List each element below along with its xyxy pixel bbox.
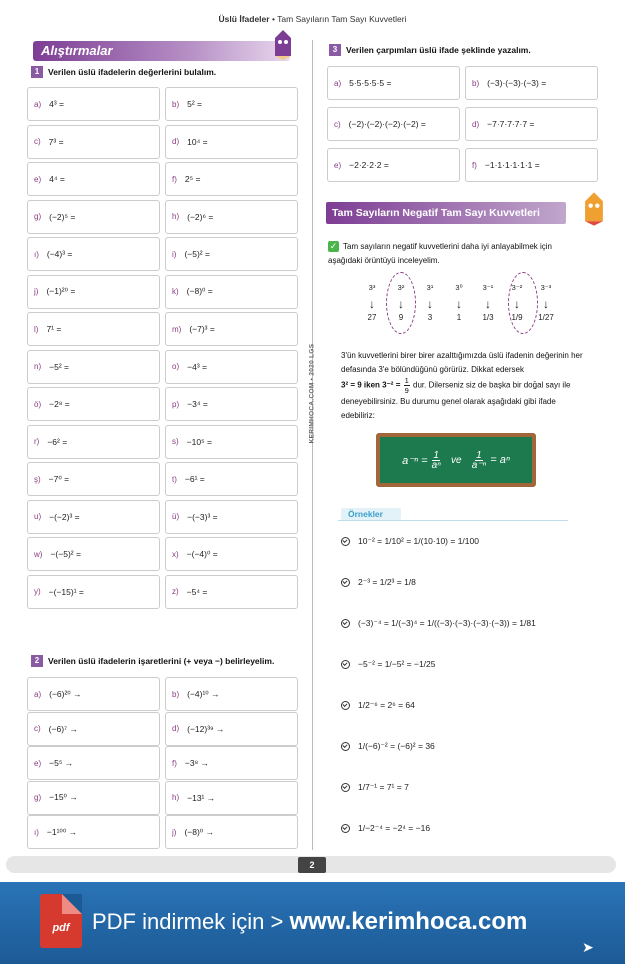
exercise-expression: 10⁴ = bbox=[187, 136, 208, 147]
exercise-cell[interactable] bbox=[27, 815, 160, 849]
exercise-cell[interactable] bbox=[165, 462, 298, 496]
exercise-cell[interactable] bbox=[27, 125, 160, 159]
exercise-expression: −5² = bbox=[49, 361, 69, 372]
section-3-title: 3 Verilen çarpımları üslü ifade şeklinde yazalım. bbox=[329, 44, 531, 56]
exercise-cell[interactable] bbox=[165, 87, 298, 121]
pencil-mascot-icon bbox=[584, 192, 604, 226]
exercise-label: ı) bbox=[34, 827, 39, 837]
exercise-expression: −3⁴ = bbox=[187, 399, 208, 409]
exercise-expression: −3⁸ → bbox=[184, 758, 210, 768]
exercise-expression: −13¹ → bbox=[187, 792, 216, 803]
sequence-item bbox=[504, 283, 530, 322]
exercise-cell[interactable] bbox=[27, 537, 160, 571]
intro-text: ✓ Tam sayıların negatif kuvvetlerini daha iyi anlayabilmek için aşağıdaki örüntüyü inceleyelim. bbox=[328, 241, 552, 265]
exercise-cell[interactable] bbox=[327, 66, 460, 100]
exercise-label: g) bbox=[34, 793, 42, 802]
exercise-expression: −7·7·7·7·7 = bbox=[487, 119, 535, 129]
exercise-expression: 4³ = bbox=[49, 99, 65, 109]
down-arrow-icon: ↓ bbox=[456, 297, 462, 311]
exercise-label: h) bbox=[172, 793, 180, 802]
exercise-expression: −10⁵ = bbox=[186, 436, 212, 447]
exercise-cell[interactable] bbox=[165, 350, 298, 384]
example-row bbox=[341, 577, 416, 588]
exercise-expression: −5⁵ → bbox=[49, 758, 74, 768]
examples-divider bbox=[338, 520, 568, 521]
exercise-cell[interactable] bbox=[27, 575, 160, 609]
exercise-cell[interactable] bbox=[27, 350, 160, 384]
exercise-cell[interactable] bbox=[165, 275, 298, 309]
check-circle-icon bbox=[341, 783, 350, 792]
exercise-cell[interactable] bbox=[165, 162, 298, 196]
exercise-label: h) bbox=[172, 212, 180, 221]
exercise-label: b) bbox=[472, 78, 480, 88]
check-circle-icon bbox=[341, 619, 350, 628]
sequence-power: 3³ bbox=[368, 283, 376, 292]
exercise-cell[interactable] bbox=[27, 462, 160, 496]
sequence-value: 9 bbox=[398, 313, 404, 322]
exercise-cell[interactable] bbox=[27, 712, 160, 746]
exercise-cell[interactable] bbox=[165, 712, 298, 746]
pdf-file-icon: pdf bbox=[40, 894, 82, 948]
sequence-value: 27 bbox=[367, 313, 377, 322]
page-number: 2 bbox=[298, 857, 326, 873]
exercise-cell[interactable] bbox=[27, 237, 160, 271]
exercise-label: p) bbox=[172, 399, 180, 409]
exercise-cell[interactable] bbox=[27, 275, 160, 309]
exercise-cell[interactable] bbox=[27, 746, 160, 780]
exercise-label: x) bbox=[172, 549, 179, 559]
sequence-value: 1/9 bbox=[511, 313, 523, 322]
example-expression: 1/2⁻⁶ = 2⁶ = 64 bbox=[358, 700, 415, 710]
check-circle-icon bbox=[341, 537, 350, 546]
exercise-expression: −(−4)⁰ = bbox=[186, 548, 218, 559]
example-expression: 1/7⁻¹ = 7¹ = 7 bbox=[358, 782, 409, 792]
exercise-cell[interactable] bbox=[27, 87, 160, 121]
example-expression: 1/−2⁻⁴ = −2⁴ = −16 bbox=[358, 823, 431, 833]
exercise-expression: (−2)·(−2)·(−2)·(−2) = bbox=[348, 119, 426, 129]
sequence-power: 3² bbox=[397, 283, 405, 292]
exercise-label: d) bbox=[172, 724, 180, 733]
exercise-expression: (−4)³ = bbox=[46, 249, 73, 259]
exercise-expression: (−12)³⁹ → bbox=[187, 723, 225, 734]
exercises-banner: Alıştırmalar bbox=[33, 41, 290, 61]
exercise-label: b) bbox=[172, 689, 180, 699]
example-expression: 2⁻³ = 1/2³ = 1/8 bbox=[358, 577, 416, 587]
example-expression: 10⁻² = 1/10² = 1/(10·10) = 1/100 bbox=[358, 536, 479, 546]
exercise-cell[interactable] bbox=[27, 781, 160, 815]
exercise-expression: −(−3)³ = bbox=[187, 511, 218, 522]
examples-label: Örnekler bbox=[341, 508, 401, 520]
exercise-label: r) bbox=[34, 437, 40, 446]
formula-board: a⁻ⁿ = $\frac{1}{\text{aⁿ}}$ ve $\frac{1}{\text{a⁻ⁿ}}$ = aⁿ bbox=[376, 433, 536, 487]
exercise-label: l) bbox=[34, 324, 39, 334]
check-circle-icon bbox=[341, 701, 350, 710]
exercise-label: o) bbox=[172, 362, 180, 371]
exercise-label: e) bbox=[334, 160, 342, 170]
exercise-label: j) bbox=[34, 287, 39, 296]
example-row bbox=[341, 741, 435, 752]
pencil-mascot-icon bbox=[274, 30, 292, 60]
exercise-label: t) bbox=[172, 474, 177, 484]
exercise-cell[interactable] bbox=[165, 312, 298, 346]
exercise-expression: (−4)¹⁰ → bbox=[187, 688, 220, 699]
sequence-item bbox=[475, 283, 501, 322]
exercise-label: e) bbox=[34, 174, 42, 184]
page-header: Üslü İfadeler • Tam Sayıların Tam Sayı Kuvvetleri bbox=[218, 14, 407, 24]
exercise-label: n) bbox=[34, 362, 42, 371]
exercise-label: a) bbox=[34, 99, 42, 109]
exercise-label: f) bbox=[172, 174, 177, 184]
exercise-label: c) bbox=[34, 724, 41, 733]
exercise-expression: (−6)⁷ → bbox=[48, 723, 78, 734]
exercise-label: z) bbox=[172, 587, 179, 596]
check-icon: ✓ bbox=[329, 241, 338, 251]
down-arrow-icon: ↓ bbox=[369, 297, 375, 311]
download-link[interactable]: PDF indirmek için > www.kerimhoca.com bbox=[92, 908, 528, 935]
exercise-expression: 2⁵ = bbox=[184, 174, 201, 184]
exercise-label: w) bbox=[34, 549, 43, 559]
exercise-cell[interactable] bbox=[165, 815, 298, 849]
exercise-expression: 7¹ = bbox=[46, 324, 62, 334]
exercise-label: i) bbox=[172, 249, 177, 259]
sequence-value: 1/3 bbox=[482, 313, 494, 322]
example-expression: −5⁻² = 1/−5² = −1/25 bbox=[358, 659, 436, 669]
exercise-label: c) bbox=[34, 137, 41, 146]
exercise-cell[interactable] bbox=[27, 200, 160, 234]
down-arrow-icon: ↓ bbox=[398, 297, 404, 311]
sequence-item bbox=[533, 283, 559, 322]
exercise-cell[interactable] bbox=[165, 677, 298, 711]
down-arrow-icon: ↓ bbox=[514, 297, 520, 311]
example-row bbox=[341, 659, 436, 670]
exercise-label: j) bbox=[172, 827, 177, 837]
exercise-cell[interactable] bbox=[165, 425, 298, 459]
exercise-expression: (−1)²⁰ = bbox=[46, 286, 76, 296]
exercise-expression: −5⁴ = bbox=[186, 586, 208, 597]
sequence-power: 3⁻¹ bbox=[482, 283, 494, 292]
sequence-power: 3⁻² bbox=[511, 283, 523, 292]
down-arrow-icon: ↓ bbox=[427, 297, 433, 311]
mouse-cursor-icon: ➤ bbox=[582, 939, 594, 955]
sequence-value: 1/27 bbox=[538, 313, 554, 322]
example-row bbox=[341, 823, 430, 834]
exercise-expression: (−7)³ = bbox=[189, 324, 215, 334]
example-row bbox=[341, 536, 479, 547]
exercise-expression: 4⁴ = bbox=[49, 174, 65, 184]
exercise-label: c) bbox=[334, 119, 341, 129]
section-1-title: 1 Verilen üslü ifadelerin değerlerini bulalım. bbox=[31, 66, 216, 78]
exercise-expression: (−6)²⁰ → bbox=[49, 688, 82, 699]
exercise-cell[interactable] bbox=[165, 200, 298, 234]
sequence-value: 3 bbox=[427, 313, 433, 322]
exercise-expression: −(−2)³ = bbox=[49, 511, 80, 522]
exercise-label: f) bbox=[472, 160, 477, 170]
exercise-cell[interactable] bbox=[165, 125, 298, 159]
exercise-expression: 7³ = bbox=[48, 136, 64, 147]
exercise-cell[interactable] bbox=[327, 148, 460, 182]
exercise-expression: (−2)⁵ = bbox=[49, 211, 76, 222]
sequence-item bbox=[388, 283, 414, 322]
exercise-cell[interactable] bbox=[327, 107, 460, 141]
exercise-cell[interactable] bbox=[165, 746, 298, 780]
exercise-expression: −2·2·2·2 = bbox=[349, 160, 389, 170]
example-expression: 1/(−6)⁻² = (−6)² = 36 bbox=[358, 741, 435, 751]
exercise-label: d) bbox=[472, 119, 480, 129]
exercise-expression: −15⁰ → bbox=[49, 792, 78, 802]
section-2-title: 2 Verilen üslü ifadelerin işaretlerini (+ veya −) belirleyelim. bbox=[31, 655, 274, 667]
exercise-cell[interactable] bbox=[165, 387, 298, 421]
exercise-cell[interactable] bbox=[165, 500, 298, 534]
exercise-label: u) bbox=[34, 512, 42, 521]
explanation-paragraph: 3'ün kuvvetlerini birer birer azalttığımızda üslü ifadenin değerinin her defasında 3'e bölündüğünü görürüz. Dikkat edersek 3² = 9 iken 3⁻² = $\frac{1}{9}$ dur. Dilerseniz siz de başka bir doğal sayı ile deneyebilirsiniz. Bu durumu genel olarak aşağıdaki gibi ifade edebiliriz: bbox=[341, 351, 583, 420]
exercise-cell[interactable] bbox=[165, 537, 298, 571]
exercise-label: y) bbox=[34, 587, 41, 596]
exercise-expression: −1¹⁰⁰ → bbox=[46, 826, 78, 837]
side-watermark: KERIMHOCA.COM • 2020 LGS bbox=[308, 343, 316, 444]
exercise-label: a) bbox=[34, 689, 42, 699]
exercise-label: g) bbox=[34, 212, 42, 221]
exercise-expression: −(−5)² = bbox=[50, 549, 81, 559]
exercise-expression: 5·5·5·5·5 = bbox=[349, 78, 392, 88]
exercise-cell[interactable] bbox=[465, 148, 598, 182]
exercise-label: d) bbox=[172, 137, 180, 146]
exercise-expression: −7⁰ = bbox=[48, 473, 70, 484]
sequence-value: 1 bbox=[456, 313, 462, 322]
exercise-label: e) bbox=[34, 758, 42, 768]
exercise-label: f) bbox=[172, 758, 177, 768]
exercise-expression: (−3)·(−3)·(−3) = bbox=[487, 78, 547, 88]
exercise-cell[interactable] bbox=[27, 162, 160, 196]
sequence-item bbox=[359, 283, 385, 322]
check-circle-icon bbox=[341, 824, 350, 833]
exercise-expression: −1·1·1·1·1·1 = bbox=[484, 160, 540, 170]
exercise-label: s) bbox=[172, 437, 179, 446]
down-arrow-icon: ↓ bbox=[543, 297, 549, 311]
exercise-label: ı) bbox=[34, 249, 39, 259]
exercise-cell[interactable] bbox=[165, 781, 298, 815]
exercise-expression: −6¹ = bbox=[184, 474, 205, 484]
exercise-expression: 5² = bbox=[187, 99, 203, 109]
exercise-label: ş) bbox=[34, 474, 41, 484]
exercise-cell[interactable] bbox=[27, 312, 160, 346]
download-banner[interactable] bbox=[0, 882, 625, 964]
exercise-cell[interactable] bbox=[165, 575, 298, 609]
example-expression: (−3)⁻⁴ = 1/(−3)⁴ = 1/((−3)·(−3)·(−3)·(−3)) = 1/81 bbox=[358, 618, 536, 628]
exercise-expression: −(−15)¹ = bbox=[48, 586, 84, 597]
exercise-label: b) bbox=[172, 99, 180, 109]
exercise-expression: −6² = bbox=[47, 436, 68, 447]
exercise-label: ü) bbox=[172, 512, 180, 521]
example-row bbox=[341, 618, 536, 629]
example-row bbox=[341, 700, 415, 711]
exercise-expression: (−8)⁰ = bbox=[186, 286, 213, 296]
exercise-label: m) bbox=[172, 324, 182, 334]
exercise-expression: −4³ = bbox=[187, 361, 207, 372]
exercise-cell[interactable] bbox=[465, 107, 598, 141]
topic-title: Tam Sayıların Negatif Tam Sayı Kuvvetleri bbox=[326, 202, 566, 224]
exercise-cell[interactable] bbox=[465, 66, 598, 100]
check-circle-icon bbox=[341, 660, 350, 669]
sequence-power: 3⁻³ bbox=[540, 283, 552, 292]
check-circle-icon bbox=[341, 578, 350, 587]
exercise-cell[interactable] bbox=[27, 425, 160, 459]
exercise-label: k) bbox=[172, 287, 179, 296]
down-arrow-icon: ↓ bbox=[485, 297, 491, 311]
exercise-cell[interactable] bbox=[27, 500, 160, 534]
exercise-cell[interactable] bbox=[27, 387, 160, 421]
exercise-expression: (−5)² = bbox=[184, 249, 210, 259]
sequence-power: 3⁰ bbox=[455, 283, 463, 292]
exercise-expression: (−2)⁶ = bbox=[187, 211, 214, 222]
exercise-expression: (−8)⁰ → bbox=[184, 826, 215, 837]
example-row bbox=[341, 782, 409, 793]
sequence-power: 3¹ bbox=[426, 283, 434, 292]
check-circle-icon bbox=[341, 742, 350, 751]
exercise-label: ö) bbox=[34, 399, 42, 409]
exercise-expression: −2⁸ = bbox=[49, 399, 70, 409]
sequence-item bbox=[446, 283, 472, 322]
exercise-cell[interactable] bbox=[165, 237, 298, 271]
exercise-cell[interactable] bbox=[27, 677, 160, 711]
sequence-item bbox=[417, 283, 443, 322]
exercise-label: a) bbox=[334, 78, 342, 88]
